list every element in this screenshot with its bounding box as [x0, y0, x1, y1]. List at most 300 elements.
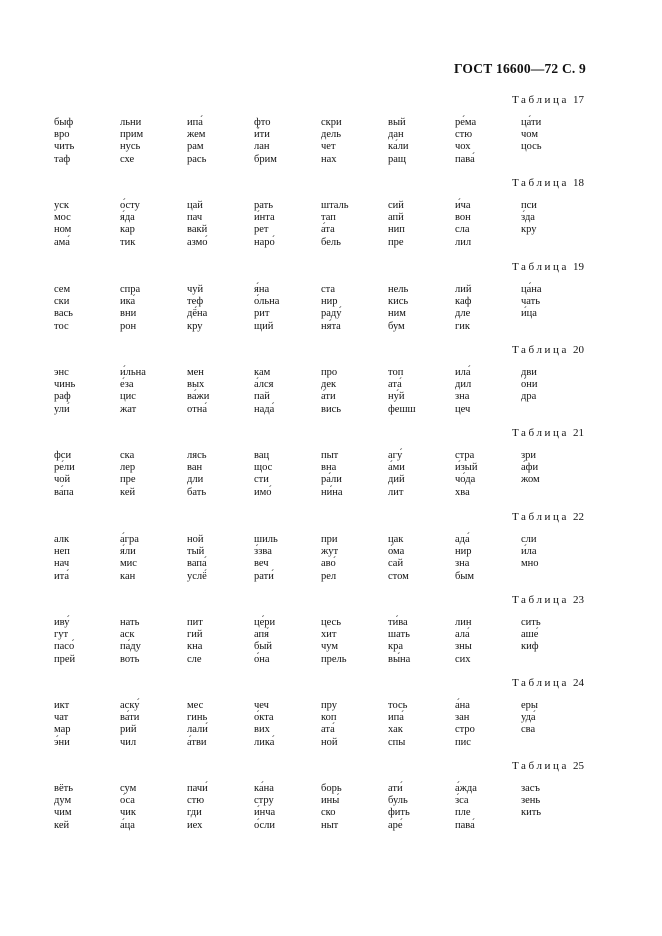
table-caption [512, 94, 584, 106]
table-cell: прель [321, 653, 347, 665]
table-column [521, 700, 538, 737]
table-cell: зна [455, 558, 470, 570]
table-column [254, 700, 274, 749]
table-cell: пис [455, 736, 471, 748]
table-column [521, 450, 540, 487]
table-cell: зна [455, 391, 470, 403]
table-cell: це́ри [254, 617, 276, 628]
table-column [388, 367, 416, 416]
table-cell: щос [254, 462, 273, 474]
table-cell: рон [120, 320, 137, 332]
table-cell: кар [120, 224, 135, 236]
table-cell: ата́ [388, 379, 402, 391]
table-cell: нать [120, 617, 140, 628]
table-cell: чом [521, 129, 538, 141]
table-cell: шать [388, 629, 410, 641]
table-cell: кей [54, 819, 70, 831]
table-caption-word: Таблица [512, 760, 569, 772]
table-cell: дум [54, 795, 72, 807]
table-column [187, 117, 206, 166]
table-cell: ращ [388, 153, 406, 165]
table-column [521, 534, 539, 571]
table-cell: фить [388, 807, 410, 819]
table-column [254, 534, 278, 583]
table-cell: пси [521, 200, 537, 211]
table-column [120, 700, 140, 749]
table-cell: азмо́ [187, 236, 208, 248]
table-cell: цесь [321, 617, 341, 628]
table-caption [512, 261, 584, 273]
table-cell: зан [455, 712, 470, 724]
table-caption-word: Таблица [512, 344, 569, 356]
table-cell: цеч [455, 403, 471, 415]
table-column [54, 783, 73, 832]
table-column [321, 450, 343, 499]
table-column [120, 450, 136, 499]
table-cell: шталь [321, 200, 349, 211]
table-cell: вёть [54, 783, 73, 794]
table-column [321, 117, 342, 166]
table-cell: мен [187, 367, 204, 378]
table-cell: ка́ли [388, 141, 409, 153]
table-cell: аре́ [388, 819, 403, 831]
table-cell: стом [388, 570, 409, 582]
table-cell: уда́ [521, 712, 536, 724]
table-cell: хак [388, 724, 403, 736]
table-cell: ра́ли [321, 474, 342, 486]
table-cell: ва́па [54, 486, 74, 498]
table-cell: стра [455, 450, 475, 461]
table-cell: ре́ли [54, 462, 75, 474]
table-cell: о́ни [521, 379, 538, 391]
table-cell: тый [187, 546, 205, 558]
table-cell: дра [521, 391, 537, 403]
table-caption [512, 760, 584, 772]
table-cell: чум [321, 641, 339, 653]
table-column [388, 783, 410, 832]
table-cell: ила́ [455, 367, 471, 378]
table-cell: сле [187, 653, 202, 665]
table-column [187, 617, 203, 666]
table-cell: ипа́ [388, 712, 404, 724]
table-cell: вац [254, 450, 270, 461]
table-cell: ти́ва [388, 617, 408, 628]
table-cell: о́льна [254, 296, 280, 308]
table-cell: ита́ [54, 570, 69, 582]
table-column [120, 617, 141, 666]
table-cell: а́ца [120, 819, 135, 831]
table-cell: ца́на [521, 284, 542, 295]
table-cell: каф [455, 296, 472, 308]
table-cell: спра [120, 284, 141, 295]
table-cell: шиль [254, 534, 278, 545]
table-cell: ну́й [388, 391, 405, 403]
table-column [54, 700, 70, 749]
table-cell: тось [388, 700, 408, 711]
table-cell: дле [455, 308, 471, 320]
table-cell: з́са [455, 795, 469, 807]
word-table [0, 677, 662, 757]
table-cell: рий [120, 724, 137, 736]
table-cell: сти [254, 474, 269, 486]
table-cell: а́на [455, 700, 470, 711]
table-cell: кить [521, 807, 542, 819]
table-cell: вих [254, 724, 270, 736]
table-cell: а́тви [187, 736, 207, 748]
table-cell: вась [54, 308, 73, 320]
table-column [120, 284, 140, 333]
table-cell: дель [321, 129, 342, 141]
table-column [54, 117, 74, 166]
table-column [54, 200, 71, 249]
table-cell: вна [321, 462, 337, 474]
table-cell: ати́ [388, 783, 403, 794]
table-column [321, 367, 341, 416]
table-cell: з́зва [254, 546, 272, 558]
table-cell: дли [187, 474, 204, 486]
table-cell: ска [120, 450, 135, 461]
table-cell: чох [455, 141, 471, 153]
table-column [455, 284, 471, 333]
table-column [321, 700, 338, 749]
table-cell: и́зый [455, 462, 478, 474]
table-cell: а́гра [120, 534, 139, 545]
table-cell: лика́ [254, 736, 275, 748]
table-cell: ца́ти [521, 117, 542, 128]
table-cell: скри [321, 117, 342, 128]
table-cell: льни [120, 117, 142, 128]
table-cell: ре́ма [455, 117, 477, 128]
table-caption [512, 344, 584, 356]
table-cell: пачи́ [187, 783, 208, 794]
table-cell: и́ца [521, 308, 537, 320]
table-cell: иву́ [54, 617, 70, 628]
table-cell: рет [254, 224, 269, 236]
table-cell: гий [187, 629, 203, 641]
table-cell: и́льна [120, 367, 146, 378]
table-cell: ста [321, 284, 336, 295]
table-number: 19 [573, 261, 584, 273]
table-cell: стро [455, 724, 475, 736]
table-cell: кам [254, 367, 271, 378]
table-cell: дви [521, 367, 537, 378]
table-cell: ка́на [254, 783, 274, 794]
table-cell: таф [54, 153, 71, 165]
table-cell: пре [120, 474, 136, 486]
table-cell: услё́ [187, 570, 207, 582]
table-column [455, 367, 471, 416]
table-column [388, 450, 405, 499]
table-cell: цак [388, 534, 404, 545]
table-cell: прим [120, 129, 144, 141]
table-cell: вон [455, 212, 471, 224]
table-cell: энс [54, 367, 69, 378]
table-cell: пле [455, 807, 471, 819]
table-cell: неп [54, 546, 70, 558]
table-number: 20 [573, 344, 584, 356]
table-cell: кра [388, 641, 404, 653]
table-cell: лясь [187, 450, 207, 461]
table-cell: ним [388, 308, 406, 320]
table-cell: апя́ [254, 629, 269, 641]
table-cell: сай [388, 558, 404, 570]
table-cell: а́фи [521, 462, 539, 474]
table-cell: коп [321, 712, 337, 724]
table-cell: чить [54, 141, 75, 153]
table-cell: алк [54, 534, 70, 545]
table-cell: борь [321, 783, 342, 794]
table-column [321, 284, 342, 333]
table-cell: дек [321, 379, 337, 391]
table-caption [512, 511, 584, 523]
table-cell: нада́ [254, 403, 275, 415]
table-cell: спы [388, 736, 406, 748]
table-caption [512, 177, 584, 189]
table-cell: ной [187, 534, 204, 545]
table-cell: чет [321, 141, 336, 153]
table-cell: рать [254, 200, 274, 211]
table-cell: тик [120, 236, 136, 248]
table-cell: а́лся [254, 379, 274, 391]
table-cell: дий [388, 474, 405, 486]
table-cell: и́нча [254, 807, 276, 819]
table-cell: кись [388, 296, 409, 308]
table-cell: рась [187, 153, 207, 165]
table-cell: сли [521, 534, 537, 545]
table-cell: бум [388, 320, 405, 332]
table-cell: ско [321, 807, 336, 819]
table-cell: чеч [254, 700, 269, 711]
table-column [187, 700, 208, 749]
table-cell: ныт [321, 819, 339, 831]
table-cell: схе [120, 153, 135, 165]
table-cell: чил [120, 736, 137, 748]
table-cell: э́ни [54, 736, 70, 748]
table-cell: я́на [254, 284, 270, 295]
table-cell: ва́ти [120, 712, 140, 724]
table-cell: сла [455, 224, 470, 236]
table-column [54, 284, 73, 333]
table-column [455, 117, 476, 166]
table-cell: сих [455, 653, 471, 665]
table-cell: рам [187, 141, 204, 153]
table-number: 18 [573, 177, 584, 189]
table-cell: хва [455, 486, 470, 498]
table-cell: па́ду [120, 641, 141, 653]
table-cell: тос [54, 320, 69, 332]
table-column [254, 450, 272, 499]
table-cell: сить [521, 617, 541, 628]
table-cell: чим [54, 807, 72, 819]
table-cell: пасо́ [54, 641, 75, 653]
table-cell: дан [388, 129, 404, 141]
table-cell: нир [321, 296, 338, 308]
table-cell: з́да [521, 212, 535, 224]
table-cell: я́ли [120, 546, 136, 558]
table-cell: рати́ [254, 570, 274, 582]
table-cell: ня́та [321, 320, 341, 332]
table-cell: нах [321, 153, 337, 165]
table-cell: еры [521, 700, 538, 711]
table-cell: бым [455, 570, 475, 582]
table-cell: а́та [321, 224, 335, 236]
table-column [521, 617, 541, 654]
table-column [54, 450, 75, 499]
table-cell: вись [321, 403, 342, 415]
table-cell: пре [388, 236, 404, 248]
table-column [120, 200, 140, 249]
table-cell: при [321, 534, 338, 545]
table-cell: ни́на [321, 486, 343, 498]
table-column [187, 783, 208, 832]
table-column [388, 284, 408, 333]
table-cell: а́ти [321, 391, 336, 403]
table-cell: сем [54, 284, 71, 295]
table-cell: лил [455, 236, 472, 248]
table-cell: чой [54, 474, 71, 486]
table-column [521, 117, 542, 154]
table-cell: воть [120, 653, 140, 665]
table-cell: вро [54, 129, 70, 141]
table-cell: зри [521, 450, 537, 461]
table-cell: аск [120, 629, 135, 641]
table-cell: раф [54, 391, 71, 403]
table-cell: чать [521, 296, 541, 308]
table-cell: апй [388, 212, 404, 224]
table-cell: ва́жи [187, 391, 210, 403]
word-table [0, 427, 662, 507]
table-column [254, 200, 275, 249]
table-cell: иех [187, 819, 203, 831]
table-cell: о́на [254, 653, 270, 665]
table-column [187, 450, 207, 499]
table-column [455, 617, 472, 666]
table-cell: вый [388, 117, 406, 128]
table-number: 25 [573, 760, 584, 772]
table-cell: гик [455, 320, 471, 332]
table-column [120, 783, 136, 832]
table-cell: мис [120, 558, 137, 570]
table-caption-word: Таблица [512, 677, 569, 689]
table-cell: пава́ [455, 153, 475, 165]
table-cell: кру [187, 320, 203, 332]
table-cell: мар [54, 724, 71, 736]
table-column [120, 367, 146, 416]
table-column [54, 367, 75, 416]
table-cell: лер [120, 462, 136, 474]
word-table [0, 177, 662, 257]
table-cell: гди [187, 807, 202, 819]
word-table [0, 94, 662, 174]
table-column [388, 700, 407, 749]
table-cell: ада́ [455, 534, 470, 545]
table-number: 21 [573, 427, 584, 439]
table-cell: жом [521, 474, 540, 486]
table-cell: бать [187, 486, 207, 498]
table-cell: вых [187, 379, 205, 391]
table-cell: ски [54, 296, 70, 308]
table-cell: е́за [120, 379, 134, 391]
table-cell: о́са [120, 795, 135, 807]
table-column [388, 117, 409, 166]
table-number: 24 [573, 677, 584, 689]
table-cell: фешш [388, 403, 416, 415]
table-cell: бый [254, 641, 273, 653]
table-caption-word: Таблица [512, 261, 569, 273]
table-cell: гинь [187, 712, 208, 724]
table-cell: щий [254, 320, 274, 332]
table-cell: лали́ [187, 724, 208, 736]
table-caption [512, 427, 584, 439]
table-column [254, 617, 275, 666]
table-cell: нач [54, 558, 70, 570]
table-cell: стю [187, 795, 205, 807]
table-number: 23 [573, 594, 584, 606]
table-column [254, 284, 279, 333]
table-number: 22 [573, 511, 584, 523]
table-cell: нип [388, 224, 405, 236]
table-cell: пит [187, 617, 203, 628]
table-cell: аше́ [521, 629, 539, 641]
table-cell: и́ти [254, 129, 270, 141]
table-caption-word: Таблица [512, 177, 569, 189]
table-cell: гут [54, 629, 69, 641]
table-cell: о́сту [120, 200, 140, 211]
table-cell: лан [254, 141, 270, 153]
table-column [388, 200, 405, 249]
table-caption-word: Таблица [512, 594, 569, 606]
table-caption-word: Таблица [512, 511, 569, 523]
table-column [254, 783, 275, 832]
table-cell: топ [388, 367, 404, 378]
table-cell: дё́на [187, 308, 208, 320]
table-cell: цось [521, 141, 542, 153]
table-caption-word: Таблица [512, 94, 569, 106]
table-cell: жат [120, 403, 137, 415]
table-cell: кей [120, 486, 136, 498]
table-cell: мос [54, 212, 71, 224]
page-header-title: ГОСТ 16600—72 С. 9 [453, 61, 586, 76]
table-cell: ван [187, 462, 203, 474]
table-cell: раду́ [321, 308, 342, 320]
table-caption [512, 594, 584, 606]
table-cell: имо́ [254, 486, 272, 498]
table-cell: ипа́ [187, 117, 203, 128]
table-caption-word: Таблица [512, 427, 569, 439]
table-cell: про [321, 367, 338, 378]
table-cell: жут [321, 546, 339, 558]
table-cell: брим [254, 153, 277, 165]
table-column [120, 534, 139, 583]
table-column [455, 783, 477, 832]
table-cell: рит [254, 308, 270, 320]
table-cell: мес [187, 700, 204, 711]
table-column [321, 534, 338, 583]
table-cell: ама́ [54, 236, 70, 248]
table-cell: фто [254, 117, 271, 128]
table-cell: пру [321, 700, 337, 711]
table-column [521, 783, 541, 820]
table-cell: хит [321, 629, 337, 641]
table-cell: вакй [187, 224, 208, 236]
table-column [455, 700, 475, 749]
table-cell: ной [321, 736, 338, 748]
table-column [388, 534, 409, 583]
table-cell: сий [388, 200, 404, 211]
table-cell: ика́ [120, 296, 136, 308]
word-table [0, 261, 662, 341]
table-column [321, 783, 342, 832]
